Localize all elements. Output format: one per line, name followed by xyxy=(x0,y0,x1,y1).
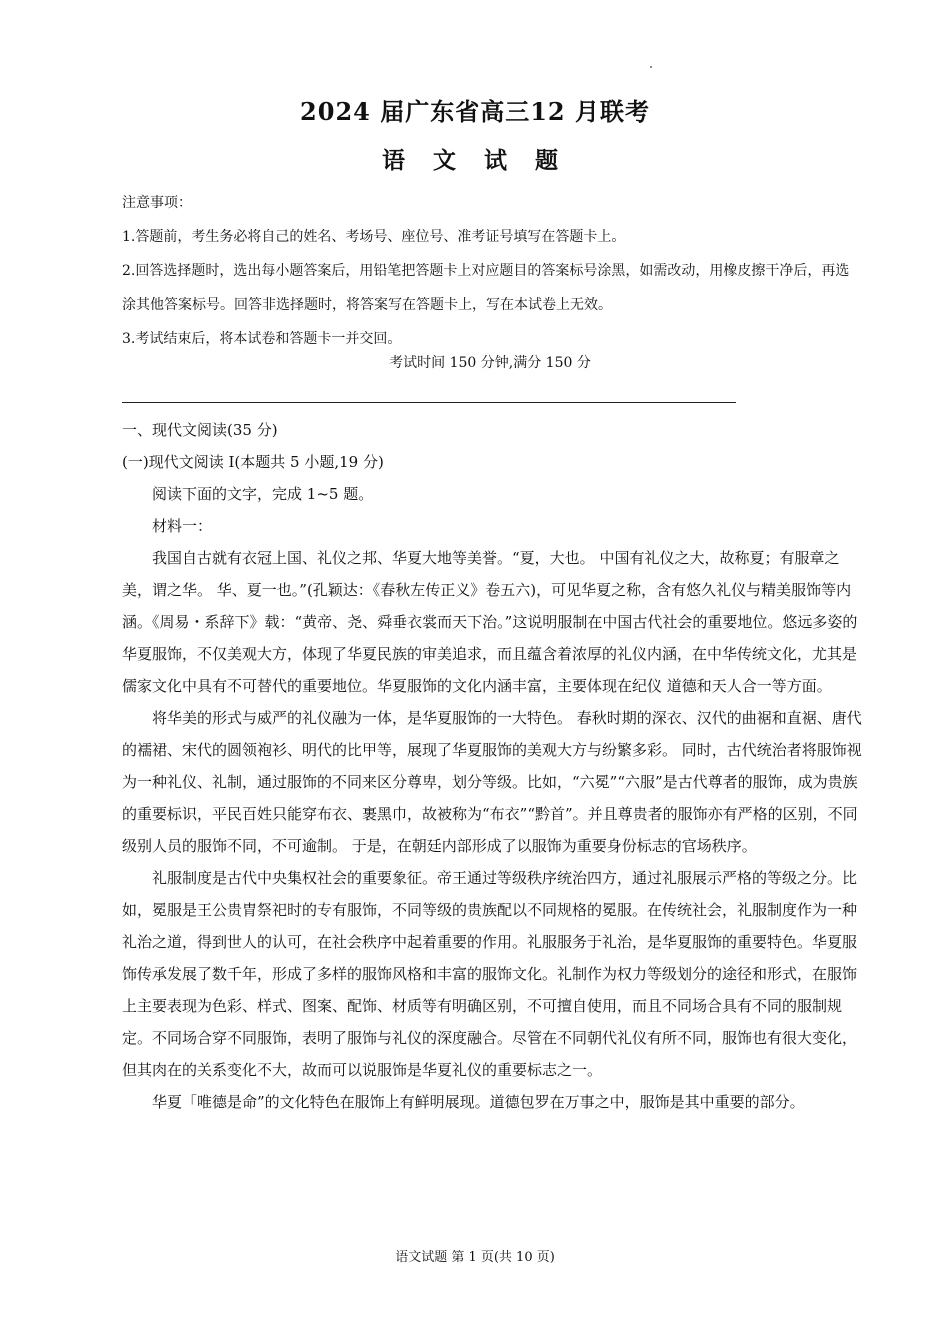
paragraph-3: 礼服制度是古代中央集权社会的重要象征。帝王通过等级秩序统治四方，通过礼服展示严格的等级之分。比如，冕服是王公贵胄祭祀时的专有服饰，不同等级的贵族配以不同规格的冕服。在传统社会，礼服制度作为一种礼治之道，得到世人的认可，在社会秩序中起着重要的作用。礼服服务于礼治，是华夏服饰的重要特色。华夏服饰传承发展了数千年，形成了多样的服饰风格和丰富的服饰文化。礼制作为权力等级划分的途径和形式，在服饰上主要表现为色彩、样式、图案、配饰、材质等有明确区别，不可擅自使用，而且不同场合具有不同的服制规定。不同场合穿不同服饰，表明了服饰与礼仪的深度融合。尽管在不同朝代礼仪有所不同，服饰也有很大变化，但其肉在的关系变化不大，故而可以说服饰是华夏礼仪的重要标志之一。 xyxy=(122,869,858,1079)
reading-section xyxy=(122,414,864,1118)
notice-item-1: 1.答题前，考生务必将自己的姓名、考场号、座位号、准考证号填写在答题卡上。 xyxy=(122,229,626,245)
section-subheading: (一)现代文阅读 Ⅰ(本题共 5 小题,19 分) xyxy=(122,453,384,471)
scan-dot xyxy=(650,66,652,68)
paragraph-4: 华夏「唯德是命”的文化特色在服饰上有鲜明展现。道德包罗在万事之中，服饰是其中重要的部分。 xyxy=(152,1093,805,1111)
section-instruction: 阅读下面的文字，完成 1~5 题。 xyxy=(152,485,374,503)
paragraph-1: 我国自古就有衣冠上国、礼仪之邦、华夏大地等美誉。“夏，大也。 中国有礼仪之大，故称夏；有服章之美，谓之华。 华、夏一也。”(孔颖达：《春秋左传正义》卷五六)，可见华夏之称，含有悠久礼仪与精美服饰等内涵。《周易・系辞下》载：“黄帝、尧、舜垂衣裳而天下治。”这说明服制在中国古代社会的重要地位。悠远多姿的华夏服饰，不仅美观大方，体现了华夏民族的审美追求，而且蕴含着浓厚的礼仪内涵，在中华传统文化，尤其是儒家文化中具有不可替代的重要地位。华夏服饰的文化内涵丰富，主要体现在纪仪 道德和天人合一等方面。 xyxy=(122,549,858,695)
material-label: 材料一： xyxy=(152,517,213,535)
exam-time-info: 考试时间 150 分钟,满分 150 分 xyxy=(389,355,591,371)
notices-block xyxy=(122,186,862,356)
divider-line xyxy=(122,402,736,403)
notices-heading: 注意事项： xyxy=(122,195,192,211)
notice-item-3: 3.考试结束后，将本试卷和答题卡一并交回。 xyxy=(122,331,402,347)
subject-title: 语 文 试 题 xyxy=(381,147,569,174)
page-footer: 语文试题 第 1 页(共 10 页) xyxy=(395,1250,555,1265)
notice-item-2: 2.回答选择题时，选出每小题答案后，用铅笔把答题卡上对应题目的答案标号涂黑，如需改动，用橡皮擦干净后，再选涂其他答案标号。回答非选择题时，将答案写在答题卡上，写在本试卷上无效。 xyxy=(122,263,850,313)
section-heading: 一、现代文阅读(35 分) xyxy=(122,421,278,439)
paragraph-2: 将华美的形式与威严的礼仪融为一体，是华夏服饰的一大特色。 春秋时期的深衣、汉代的曲裾和直裾、唐代的襦裙、宋代的圆领袍衫、明代的比甲等，展现了华夏服饰的美观大方与纷繁多彩。 同时，古代统治者将服饰视为一种礼仪、礼制，通过服饰的不同来区分尊卑，划分等级。比如，“六冕”“六服”是古代尊者的服饰，成为贵族的重要标识，平民百姓只能穿布衣、裹黑巾，故被称为“布衣”“黔首”。并且尊贵者的服饰亦有严格的区别，不同级别人员的服饰不同，不可逾制。 于是，在朝廷内部形成了以服饰为重要身份标志的官场秩序。 xyxy=(122,709,862,855)
exam-title: 2024 届广东省高三12 月联考 xyxy=(300,97,650,126)
